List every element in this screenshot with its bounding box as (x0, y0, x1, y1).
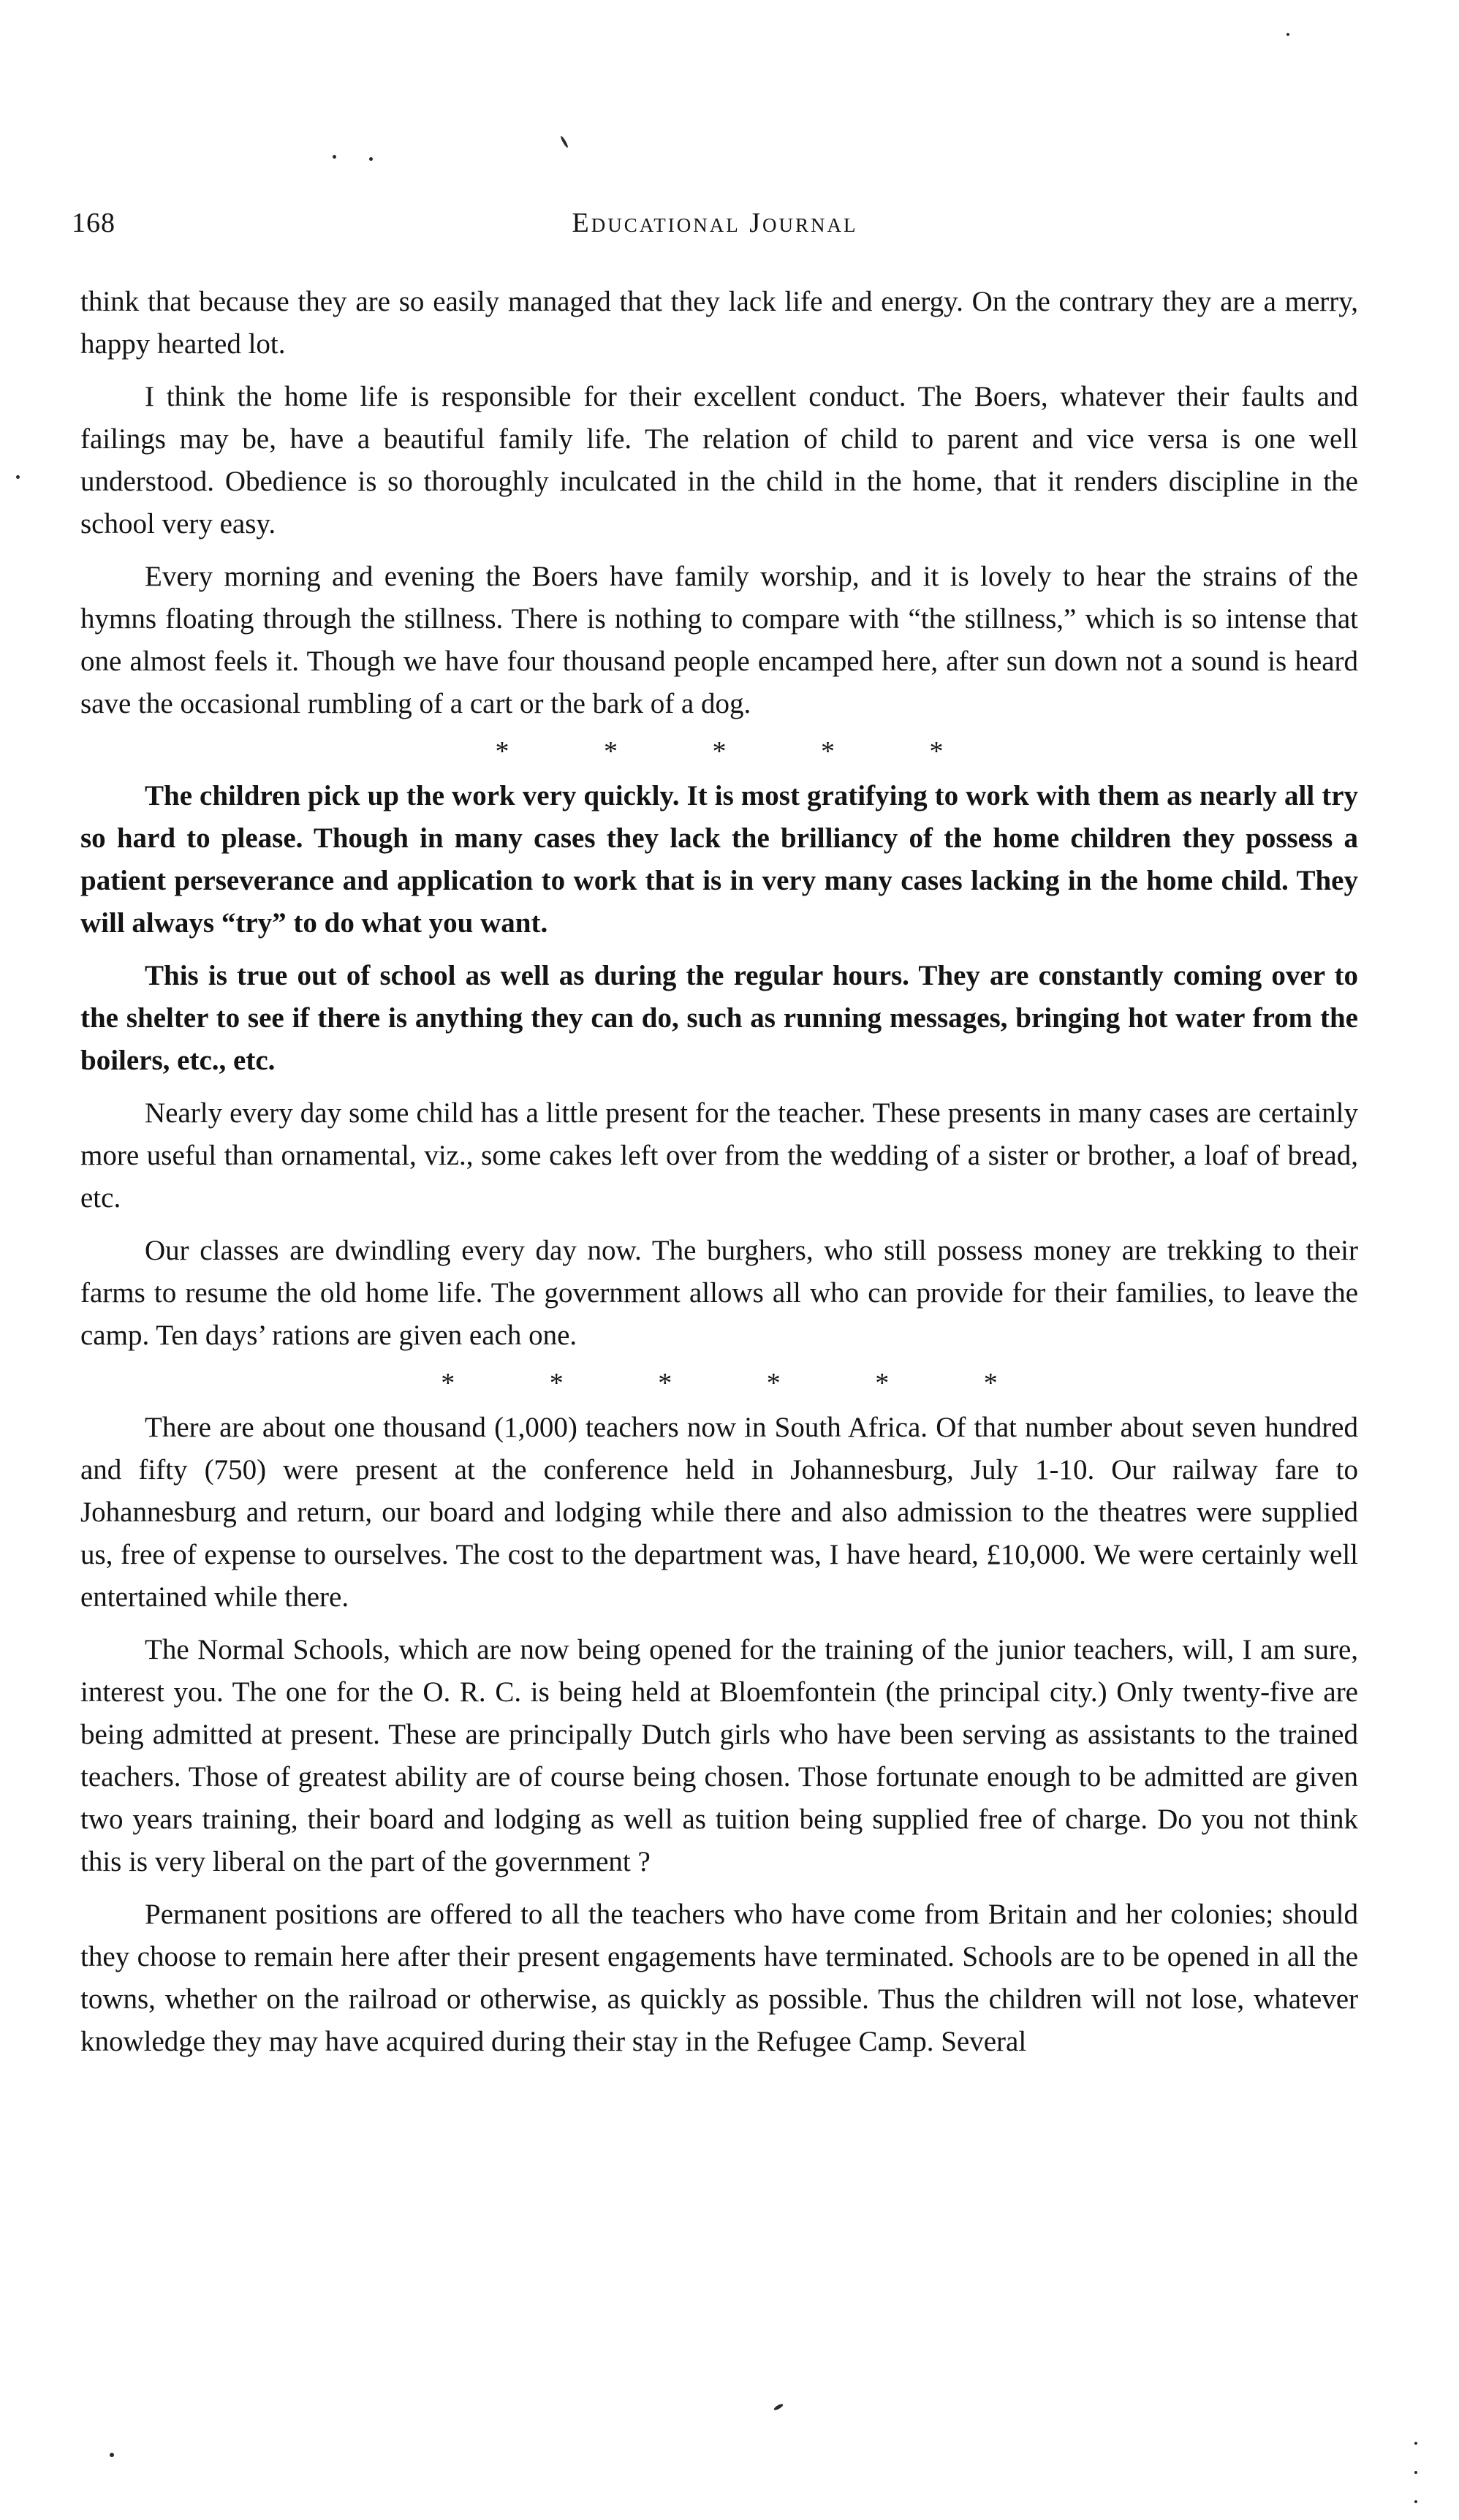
paragraph-4: The children pick up the work very quickly. It is most gratifying to work with them as nearly all try so hard to please. Though in many cases they lack the brilliancy of the home children they possess a patient perseverance and application to work that is in very many cases lacking in the home child. They will always “try” to do what you want. (80, 780, 1358, 939)
paragraph-5: This is true out of school as well as during the regular hours. They are constantly coming over to the shelter to see if there is anything they can do, such as running messages, bringing hot water from the boilers, etc., etc. (80, 960, 1358, 1076)
scan-speck (560, 135, 569, 148)
paragraph-10: Permanent positions are offered to all the teachers who have come from Britain and her colonies; should they choose to remain here after their present engagements have terminated. Schools are to be opened in all the towns, whether on the railroad or otherwise, as quickly as possible. Thus the children will not lose, whatever knowledge they may have acquired during their stay in the Refugee Camp. Several (80, 1899, 1358, 2057)
paragraph-9: The Normal Schools, which are now being opened for the training of the junior teachers, will, I am sure, interest you. The one for the O. R. C. is being held at Bloemfontein (the principal city.) Only twenty-five are being admitted at present. These are principally Dutch girls who have been serving as assistants to the trained teachers. Those of greatest ability are of course being chosen. Those fortunate enough to be admitted are given two years training, their board and lodging as well as tuition being supplied free of charge. Do you not think this is very liberal on the part of the government ? (80, 1634, 1358, 1877)
scan-speck (1414, 2471, 1417, 2474)
scan-speck (333, 155, 336, 159)
scan-speck (1414, 2442, 1417, 2445)
scan-speck (1286, 33, 1289, 36)
page-number: 168 (72, 208, 115, 238)
paragraph-3: Every morning and evening the Boers have family worship, and it is lovely to hear the strains of the hymns floating through the stillness. There is nothing to compare with “the stillness,” which is so intense that one almost feels it. Though we have four thousand people encamped here, after sun down not a sound is heard save the occasional rumbling of a cart or the bark of a dog. (80, 561, 1358, 719)
running-head: Educational Journal (572, 208, 858, 238)
scan-speck (773, 2403, 784, 2411)
paragraph-1: think that because they are so easily managed that they lack life and energy. On the contrary they are a merry, happy hearted lot. (80, 286, 1358, 360)
page-header (72, 207, 1358, 243)
scan-speck (16, 475, 20, 479)
scan-speck (369, 157, 373, 161)
scan-speck (110, 2453, 114, 2457)
paragraph-6: Nearly every day some child has a little present for the teacher. These presents in many cases are certainly more useful than ornamental, viz., some cakes left over from the wedding of a sister or brother, a loaf of bread, etc. (80, 1097, 1358, 1214)
scan-speck (1414, 2500, 1417, 2503)
paragraph-7: Our classes are dwindling every day now. The burghers, who still possess money are trekking to their farms to resume the old home life. The government allows all who can provide for their families, to leave the camp. Ten days’ rations are given each one. (80, 1235, 1358, 1351)
body-text (80, 281, 1358, 2073)
paragraph-2: I think the home life is responsible for their excellent conduct. The Boers, whatever their faults and failings may be, have a beautiful family life. The relation of child to parent and vice versa is one well understood. Obedience is so thoroughly inculcated in the child in the home, that it renders discipline in the school very easy. (80, 381, 1358, 540)
paragraph-8: There are about one thousand (1,000) teachers now in South Africa. Of that number about seven hundred and fifty (750) were present at the conference held in Johannesburg, July 1-10. Our railway fare to Johannesburg and return, our board and lodging while there and also admission to the theatres were supplied us, free of expense to ourselves. The cost to the department was, I have heard, £10,000. We were certainly well entertained while there. (80, 1412, 1358, 1613)
section-separator-1: * * * * * (495, 736, 988, 767)
section-separator-2: * * * * * * (441, 1368, 1042, 1399)
